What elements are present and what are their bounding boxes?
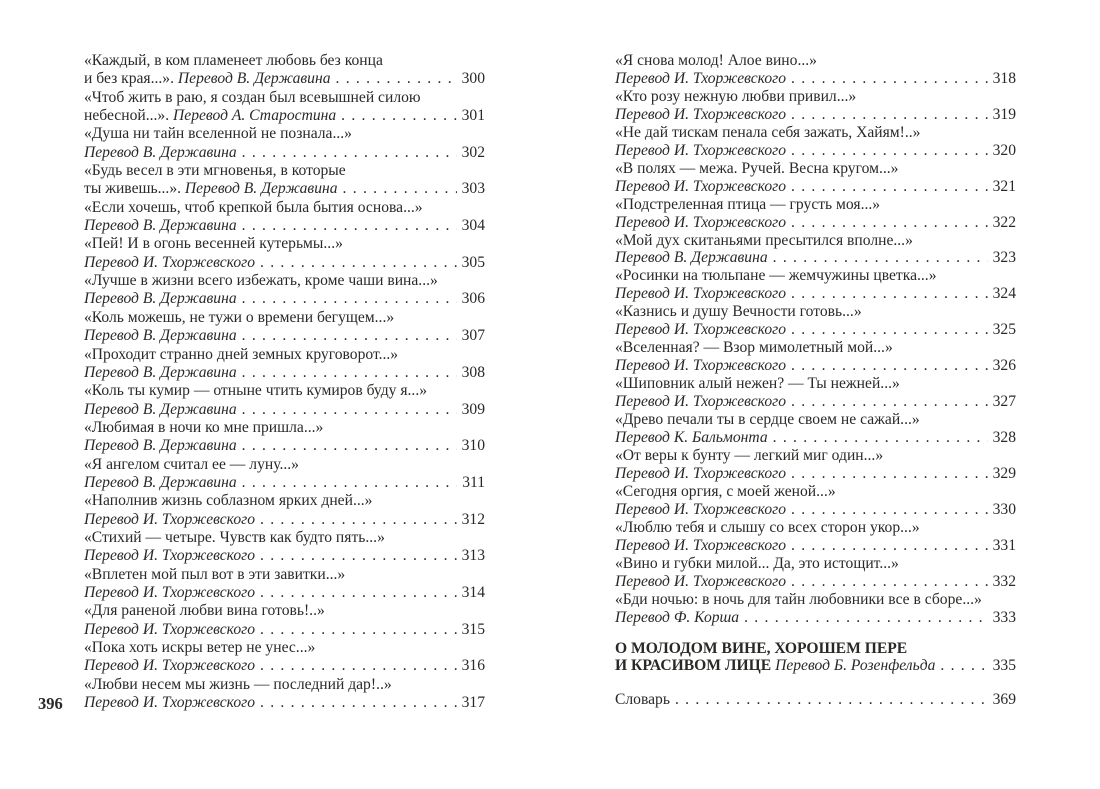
entry-title-line: «Люблю тебя и слышу со всех сторон укор...» <box>615 518 920 536</box>
entry-text <box>615 106 786 124</box>
dot-leader <box>338 180 457 198</box>
entry-text <box>84 511 255 529</box>
dot-leader <box>786 70 988 88</box>
entry-page-number: 309 <box>461 400 485 418</box>
entry-title-line: «Вселенная? — Взор мимолетный мой...» <box>615 339 893 357</box>
entry-translator: Перевод И. Тхоржевского <box>615 536 787 554</box>
dot-leader <box>786 537 988 555</box>
dot-leader <box>739 609 988 627</box>
folio-page-number: 396 <box>38 694 63 713</box>
entry-translator: Перевод И. Тхоржевского <box>615 285 787 303</box>
entry-leader-line <box>84 217 485 235</box>
dot-leader <box>237 364 457 382</box>
toc-entry <box>615 303 1016 339</box>
entry-pretext: Словарь <box>615 691 670 709</box>
entry-translator: Перевод В. Державина <box>615 249 768 267</box>
toc-entry <box>84 529 485 566</box>
entry-translator: Перевод И. Тхоржевского <box>84 583 256 601</box>
entry-title-line: «Вино и губки милой... Да, это истощит...» <box>615 554 899 572</box>
toc-entry <box>615 52 1016 88</box>
entry-title-line: «Кто розу нежную любви привил...» <box>615 87 857 105</box>
entry-translator: Перевод К. Бальмонта <box>615 429 768 447</box>
entry-translator: Перевод И. Тхоржевского <box>84 694 256 712</box>
entry-leader-line <box>84 657 485 675</box>
toc-entry <box>84 199 485 236</box>
entry-translator: Перевод И. Тхоржевского <box>615 357 787 375</box>
entry-text <box>615 573 786 591</box>
toc-entry <box>615 555 1016 591</box>
entry-text <box>615 214 786 232</box>
entry-leader-line <box>615 321 1016 339</box>
entry-title-line: «Подстреленная птица — грусть моя...» <box>615 195 881 213</box>
entry-title-line: «Душа ни тайн вселенной не познала...» <box>84 125 352 143</box>
dot-leader <box>255 547 457 565</box>
entry-page-number: 335 <box>992 657 1016 675</box>
entry-leader-line <box>84 547 485 565</box>
entry-leader-line <box>84 364 485 382</box>
toc-entry <box>84 125 485 162</box>
entry-title-line: «Я снова молод! Алое вино...» <box>615 52 817 69</box>
entry-text <box>615 429 768 447</box>
entry-text <box>84 401 237 419</box>
entry-translator: Перевод Б. Розенфельда <box>775 657 936 675</box>
entry-text <box>615 465 786 483</box>
dot-leader <box>237 290 457 308</box>
toc-entry <box>84 676 485 713</box>
entry-translator: Перевод В. Державина <box>84 143 237 161</box>
dot-leader <box>786 285 988 303</box>
entry-page-number: 319 <box>992 105 1016 123</box>
toc-entry <box>615 591 1016 627</box>
dot-leader <box>237 437 457 455</box>
entry-page-number: 301 <box>461 107 485 125</box>
entry-translator: Перевод В. Державина <box>84 327 237 345</box>
entry-translator: Перевод В. Державина <box>84 217 237 235</box>
entry-translator: Перевод И. Тхоржевского <box>84 510 256 528</box>
dot-leader <box>237 474 458 492</box>
entry-leader-line <box>615 537 1016 555</box>
toc-entry <box>84 89 485 126</box>
entry-page-number: 321 <box>992 177 1016 195</box>
entry-title-line: «Пей! И в огонь весенней кутерьмы...» <box>84 235 343 253</box>
entry-page-number: 317 <box>461 694 485 712</box>
entry-leader-line <box>615 501 1016 519</box>
entry-page-number: 303 <box>461 180 485 198</box>
entry-title-line: «Росинки на тюльпане — жемчужины цветка...» <box>615 267 937 285</box>
entry-leader-line <box>615 142 1016 160</box>
entry-page-number: 308 <box>461 363 485 381</box>
entry-page-number: 320 <box>992 141 1016 159</box>
entry-text <box>615 537 786 555</box>
toc-entry <box>615 88 1016 124</box>
entry-leader-line <box>615 429 1016 447</box>
entry-leader-line <box>615 465 1016 483</box>
entry-translator: Перевод И. Тхоржевского <box>615 464 787 482</box>
entry-leader-line <box>615 178 1016 196</box>
entry-text <box>84 474 237 492</box>
entry-leader-line <box>615 285 1016 303</box>
toc-entry <box>84 272 485 309</box>
entry-translator: Перевод И. Тхоржевского <box>615 177 787 195</box>
entry-text <box>615 691 670 709</box>
entry-title-line: «От веры к бунту — легкий миг один...» <box>615 446 884 464</box>
entry-text <box>84 694 255 712</box>
entry-title-line: «Сегодня оргия, с моей женой...» <box>615 482 836 500</box>
dot-leader <box>670 691 988 709</box>
entry-translator: Перевод И. Тхоржевского <box>84 253 256 271</box>
entry-text <box>84 327 237 345</box>
entry-translator: Перевод И. Тхоржевского <box>84 620 256 638</box>
entry-translator: Перевод В. Державина <box>84 473 237 491</box>
toc-entry <box>615 519 1016 555</box>
entry-text <box>84 584 255 602</box>
entry-leader-line <box>615 393 1016 411</box>
toc-entry <box>615 339 1016 375</box>
entry-text <box>84 364 237 382</box>
dot-leader <box>786 501 988 519</box>
entry-leader-line <box>84 327 485 345</box>
dot-leader <box>768 429 988 447</box>
toc-entry <box>615 375 1016 411</box>
toc-entry <box>84 309 485 346</box>
entry-title-line: «Если хочешь, чтоб крепкой была бытия основа...» <box>84 198 423 216</box>
dot-leader <box>255 254 457 272</box>
entry-text <box>615 501 786 519</box>
toc-entry <box>84 52 485 89</box>
entry-page-number: 322 <box>992 213 1016 231</box>
entry-page-number: 324 <box>992 285 1016 303</box>
dot-leader <box>786 321 988 339</box>
entry-text <box>615 657 935 675</box>
entry-leader-line <box>84 584 485 602</box>
dot-leader <box>786 142 988 160</box>
entry-page-number: 311 <box>462 473 485 491</box>
entry-leader-line <box>84 180 485 198</box>
entry-translator: Перевод И. Тхоржевского <box>84 657 256 675</box>
entry-page-number: 313 <box>461 547 485 565</box>
entry-text <box>84 180 338 198</box>
toc-entry <box>615 267 1016 303</box>
entry-text <box>84 144 237 162</box>
entry-leader-line <box>615 70 1016 88</box>
toc-entry <box>615 411 1016 447</box>
dot-leader <box>935 657 987 675</box>
toc-entry <box>84 566 485 603</box>
entry-text <box>84 254 255 272</box>
toc-entry <box>615 232 1016 268</box>
entry-title-line: «Коль можешь, не тужи о времени бегущем...» <box>84 308 395 326</box>
entry-page-number: 307 <box>461 327 485 345</box>
entry-page-number: 327 <box>992 393 1016 411</box>
entry-page-number: 325 <box>992 321 1016 339</box>
entry-leader-line <box>615 214 1016 232</box>
entry-page-number: 316 <box>461 657 485 675</box>
entry-title-line: «Шиповник алый нежен? — Ты нежней...» <box>615 375 900 393</box>
entry-translator: Перевод В. Державина <box>177 70 331 88</box>
dot-leader <box>255 511 457 529</box>
entry-title-line: О МОЛОДОМ ВИНЕ, ХОРОШЕМ ПЕРЕ <box>615 639 908 657</box>
entry-pretext: небесной...». <box>84 107 170 125</box>
dot-leader <box>768 249 988 267</box>
entry-page-number: 310 <box>461 437 485 455</box>
dot-leader <box>786 465 988 483</box>
entry-page-number: 328 <box>992 429 1016 447</box>
entry-title-line: «Проходит странно дней земных круговорот...» <box>84 345 399 363</box>
entry-translator: Перевод В. Державина <box>84 400 237 418</box>
entry-translator: Перевод И. Тхоржевского <box>615 321 787 339</box>
entry-translator: Перевод И. Тхоржевского <box>615 500 787 518</box>
entry-page-number: 323 <box>992 249 1016 267</box>
toc-entry <box>615 483 1016 519</box>
entry-leader-line <box>615 106 1016 124</box>
entry-title-line: «Будь весел в эти мгновенья, в которые <box>84 162 346 180</box>
entry-title-line: «Чтоб жить в раю, я создан был всевышней силою <box>84 88 421 106</box>
toc-entry <box>615 640 1016 676</box>
entry-text <box>84 657 255 675</box>
entry-leader-line <box>84 694 485 712</box>
dot-leader <box>336 107 456 125</box>
entry-page-number: 312 <box>461 510 485 528</box>
toc-entry <box>84 382 485 419</box>
entry-translator: Перевод Ф. Корша <box>615 608 740 626</box>
entry-title-line: «Мой дух скитаньями пресытился вполне...» <box>615 231 913 249</box>
toc-entry <box>615 124 1016 160</box>
dot-leader <box>786 214 988 232</box>
toc-entry <box>84 456 485 493</box>
entry-translator: Перевод И. Тхоржевского <box>615 105 787 123</box>
entry-title-line: «Для раненой любви вина готовь!..» <box>84 602 325 620</box>
toc-entry <box>84 639 485 676</box>
entry-leader-line <box>615 357 1016 375</box>
entry-leader-line <box>84 511 485 529</box>
entry-leader-line <box>615 691 1016 709</box>
entry-text <box>84 290 237 308</box>
entry-page-number: 329 <box>992 464 1016 482</box>
entry-text <box>84 217 237 235</box>
entry-page-number: 300 <box>461 70 485 88</box>
toc-entry <box>615 160 1016 196</box>
entry-page-number: 315 <box>461 620 485 638</box>
toc-entry <box>84 346 485 383</box>
entry-title-line: «Казнись и душу Вечности готовь...» <box>615 303 862 321</box>
entry-text <box>615 357 786 375</box>
toc-column-right <box>615 52 1016 709</box>
entry-page-number: 318 <box>992 69 1016 87</box>
entry-page-number: 369 <box>992 691 1016 709</box>
entry-text <box>615 249 768 267</box>
entry-pretext: ты живешь...». <box>84 180 182 198</box>
entry-translator: Перевод И. Тхоржевского <box>615 141 787 159</box>
entry-text <box>615 142 786 160</box>
toc-entry <box>84 235 485 272</box>
entry-text <box>615 393 786 411</box>
entry-translator: Перевод В. Державина <box>84 437 237 455</box>
entry-page-number: 331 <box>992 536 1016 554</box>
entry-text <box>615 321 786 339</box>
dot-leader <box>255 694 457 712</box>
toc-entry <box>84 602 485 639</box>
dot-leader <box>786 393 988 411</box>
entry-translator: Перевод И. Тхоржевского <box>615 572 787 590</box>
entry-leader-line <box>84 290 485 308</box>
entry-translator: Перевод А. Старостина <box>173 107 337 125</box>
dot-leader <box>237 217 457 235</box>
entry-text <box>615 285 786 303</box>
entry-text <box>84 107 336 125</box>
dot-leader <box>237 401 457 419</box>
entry-text <box>84 547 255 565</box>
toc-entry <box>615 691 1016 709</box>
entry-title-line: «В полях — межа. Ручей. Весна кругом...» <box>615 159 899 177</box>
entry-text <box>84 621 255 639</box>
entry-title-line: «Любимая в ночи ко мне пришла...» <box>84 418 324 436</box>
entry-page-number: 305 <box>461 253 485 271</box>
entry-title-line: «Наполнив жизнь соблазном ярких дней...» <box>84 492 373 510</box>
entry-translator: Перевод И. Тхоржевского <box>84 547 256 565</box>
entry-page-number: 314 <box>461 583 485 601</box>
entry-text <box>84 70 331 88</box>
entry-leader-line <box>84 437 485 455</box>
entry-page-number: 302 <box>461 143 485 161</box>
dot-leader <box>255 657 457 675</box>
entry-leader-line <box>84 621 485 639</box>
dot-leader <box>786 178 988 196</box>
toc-entry <box>84 162 485 199</box>
entry-title-line: «Древо печали ты в сердце своем не сажай...» <box>615 411 920 429</box>
entry-title-line: «Я ангелом считал ее — луну...» <box>84 455 299 473</box>
entry-leader-line <box>84 474 485 492</box>
entry-text <box>615 178 786 196</box>
dot-leader <box>786 106 988 124</box>
entry-leader-line <box>615 573 1016 591</box>
entry-title-line: «Бди ночью: в ночь для тайн любовники все в сборе...» <box>615 590 982 608</box>
toc-entry <box>84 492 485 529</box>
entry-pretext: и без края...». <box>84 70 174 88</box>
entry-leader-line <box>615 609 1016 627</box>
entry-translator: Перевод И. Тхоржевского <box>615 69 787 87</box>
toc-entry <box>615 196 1016 232</box>
entry-page-number: 306 <box>461 290 485 308</box>
entry-title-line: «Коль ты кумир — отныне чтить кумиров буду я...» <box>84 382 428 400</box>
entry-title-line: «Лучше в жизни всего избежать, кроме чаши вина...» <box>84 272 438 290</box>
entry-title-line: «Не дай тискам пенала себя зажать, Хайям!..» <box>615 123 921 141</box>
dot-leader <box>237 327 457 345</box>
entry-translator: Перевод В. Державина <box>84 290 237 308</box>
entry-translator: Перевод И. Тхоржевского <box>615 393 787 411</box>
dot-leader <box>786 357 988 375</box>
entry-title-line: «Стихий — четыре. Чувств как будто пять...» <box>84 528 385 546</box>
toc-entry <box>84 419 485 456</box>
entry-text <box>615 70 786 88</box>
entry-leader-line <box>84 144 485 162</box>
entry-leader-line <box>84 254 485 272</box>
entry-translator: Перевод В. Державина <box>184 180 338 198</box>
entry-text <box>84 437 237 455</box>
dot-leader <box>331 70 457 88</box>
toc-column-left <box>84 52 485 712</box>
entry-leader-line <box>615 249 1016 267</box>
entry-text <box>615 609 739 627</box>
entry-translator: Перевод И. Тхоржевского <box>615 213 787 231</box>
entry-leader-line <box>84 70 485 88</box>
entry-leader-line <box>84 401 485 419</box>
dot-leader <box>786 573 988 591</box>
entry-title-line: «Каждый, в ком пламенеет любовь без конца <box>84 52 383 69</box>
entry-leader-line <box>615 657 1016 675</box>
entry-leader-line <box>84 107 485 125</box>
entry-page-number: 326 <box>992 357 1016 375</box>
entry-translator: Перевод В. Державина <box>84 363 237 381</box>
entry-page-number: 330 <box>992 500 1016 518</box>
entry-title-line: «Вплетен мой пыл вот в эти завитки...» <box>84 565 346 583</box>
entry-page-number: 333 <box>992 608 1016 626</box>
dot-leader <box>237 144 457 162</box>
dot-leader <box>255 584 457 602</box>
toc-entry <box>615 447 1016 483</box>
dot-leader <box>255 621 457 639</box>
entry-title-line: «Любви несем мы жизнь — последний дар!..» <box>84 675 392 693</box>
entry-pretext: И КРАСИВОМ ЛИЦЕ <box>615 657 772 675</box>
entry-title-line: «Пока хоть искры ветер не унес...» <box>84 639 316 656</box>
entry-page-number: 332 <box>992 572 1016 590</box>
entry-page-number: 304 <box>461 217 485 235</box>
